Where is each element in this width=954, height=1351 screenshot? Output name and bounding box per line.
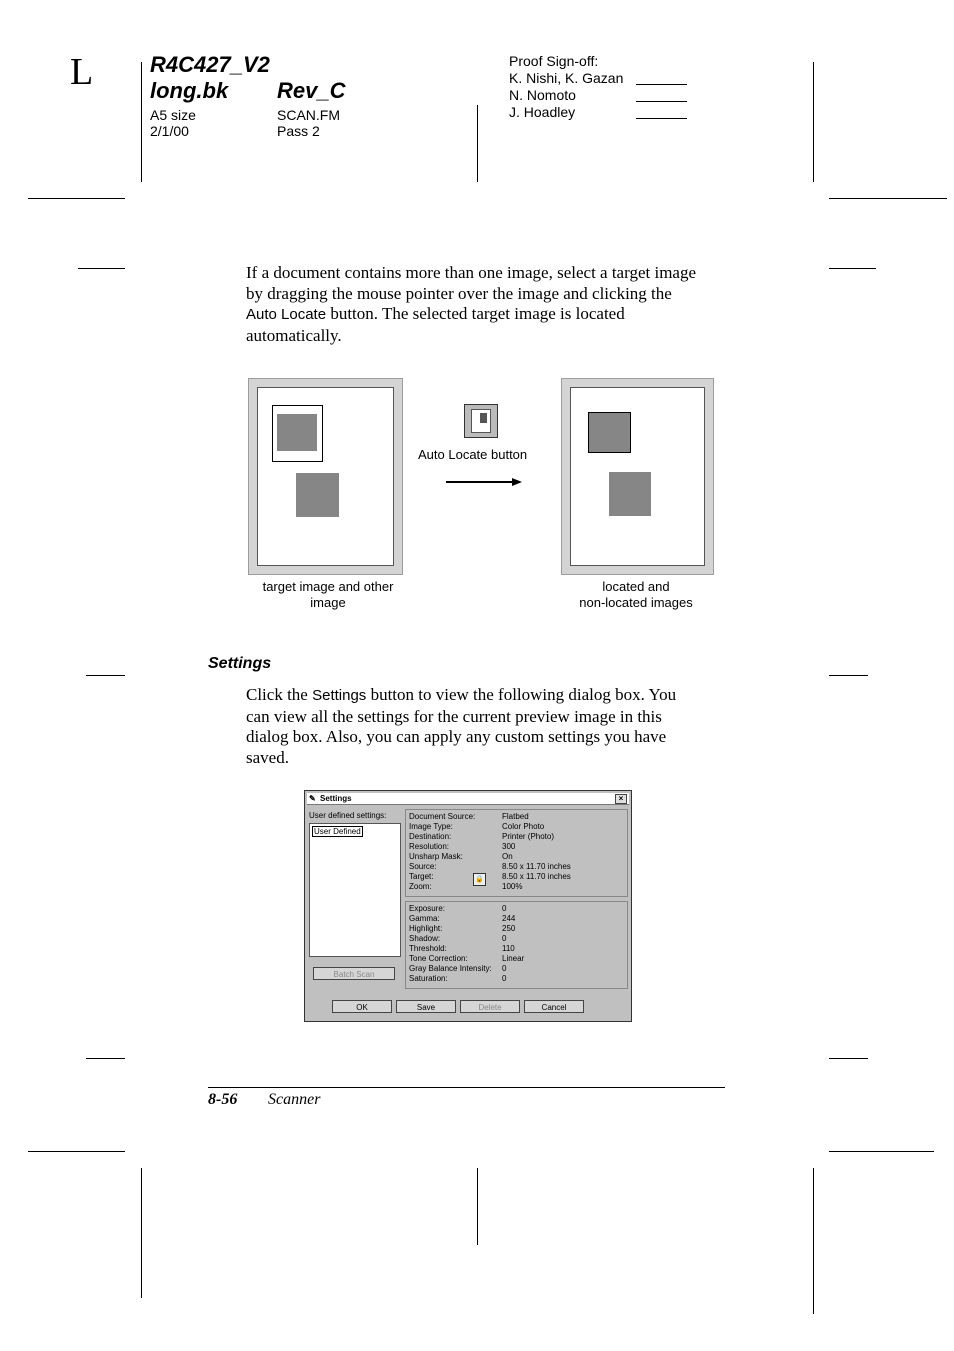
info-row: Threshold: 110 <box>409 944 515 953</box>
text-line: saved. <box>246 747 289 767</box>
page-size: A5 size <box>150 107 196 123</box>
crop-mark <box>141 62 142 182</box>
date: 2/1/00 <box>150 123 189 139</box>
info-row: Saturation: 0 <box>409 974 507 983</box>
info-panel-top <box>405 809 628 897</box>
crop-mark <box>28 1151 125 1152</box>
non-located-image <box>609 472 651 516</box>
crop-mark <box>78 268 125 269</box>
text-line: by dragging the mouse pointer over the image and clicking the <box>246 283 672 303</box>
pass: Pass 2 <box>277 123 320 139</box>
other-image <box>296 473 339 517</box>
info-row: Zoom: 100% <box>409 882 523 891</box>
footer-rule <box>208 1087 725 1088</box>
settings-heading: Settings <box>208 655 272 672</box>
text-line: can view all the settings for the current preview image in this <box>246 706 662 726</box>
caption-left: target image and other image <box>262 579 394 610</box>
revision: Rev_C <box>277 78 346 103</box>
crop-mark <box>86 1058 125 1059</box>
text-line: If a document contains more than one image, select a target image <box>246 263 697 282</box>
info-row: Gamma: 244 <box>409 914 516 923</box>
dialog-titlebar <box>307 793 629 805</box>
crop-mark <box>829 198 947 199</box>
auto-locate-label: Auto Locate button <box>418 447 528 462</box>
info-row: Resolution: 300 <box>409 842 516 851</box>
text-line: dialog box. Also, you can apply any custom settings you have <box>246 727 667 746</box>
crop-mark <box>829 1151 934 1152</box>
crop-mark <box>141 1168 142 1298</box>
info-row: Document Source: Flatbed <box>409 812 529 821</box>
caption-right: located and non-located images <box>579 579 693 610</box>
info-row: Highlight: 250 <box>409 924 516 933</box>
crop-mark <box>829 675 868 676</box>
info-row: Tone Correction: Linear <box>409 954 525 963</box>
close-icon[interactable]: × <box>615 794 627 804</box>
dialog-title: Settings <box>320 794 352 803</box>
info-row: Gray Balance Intensity: 0 <box>409 964 507 973</box>
crop-mark <box>829 268 876 269</box>
file-name: SCAN.FM <box>277 107 340 123</box>
text-line: automatically. <box>246 325 342 345</box>
located-image <box>588 412 631 453</box>
crop-mark <box>813 62 814 182</box>
ok-button[interactable]: OK <box>332 1000 392 1013</box>
auto-locate-icon <box>464 404 498 438</box>
batch-scan-button[interactable]: Batch Scan <box>313 967 395 980</box>
cancel-button[interactable]: Cancel <box>524 1000 584 1013</box>
doc-id: R4C427_V2 <box>150 52 270 77</box>
signature-line <box>636 118 687 119</box>
proof-name: J. Hoadley <box>509 104 576 120</box>
info-row: Destination: Printer (Photo) <box>409 832 555 841</box>
chapter-name: Scanner <box>268 1091 321 1108</box>
save-button[interactable]: Save <box>396 1000 456 1013</box>
page-number: 8-56 <box>208 1091 238 1108</box>
info-row: Shadow: 0 <box>409 934 507 943</box>
info-panel-bottom <box>405 901 628 989</box>
text-line: Auto Locate button. The selected target image is located <box>246 304 625 323</box>
settings-term: Settings <box>312 687 367 704</box>
info-row: Exposure: 0 <box>409 904 507 913</box>
intro-paragraph <box>246 263 736 346</box>
info-row: Target: 8.50 x 11.70 inches <box>409 872 571 881</box>
proof-title: Proof Sign-off: <box>509 53 599 69</box>
user-settings-label: User defined settings: <box>309 811 387 820</box>
book-name: long.bk <box>150 78 229 103</box>
delete-button[interactable]: Delete <box>460 1000 520 1013</box>
settings-dialog <box>304 790 632 1022</box>
info-row: Image Type: Color Photo <box>409 822 545 831</box>
crop-mark <box>477 105 478 182</box>
crop-mark <box>86 675 125 676</box>
crop-mark <box>829 1058 868 1059</box>
list-item[interactable]: User Defined <box>314 827 361 836</box>
crop-mark <box>28 198 125 199</box>
info-row: Unsharp Mask: On <box>409 852 513 861</box>
lock-icon[interactable]: 🔒 <box>473 873 486 886</box>
text-line: Click the Settings button to view the following dialog box. You <box>246 685 677 704</box>
target-image <box>277 414 317 451</box>
settings-app-icon: ✎ <box>309 794 316 803</box>
auto-locate-term: Auto Locate <box>246 306 327 323</box>
right-arrow-icon <box>444 476 524 488</box>
crop-mark <box>477 1168 478 1245</box>
info-row: Source: 8.50 x 11.70 inches <box>409 862 571 871</box>
corner-letter: L <box>70 51 94 93</box>
crop-mark <box>813 1168 814 1314</box>
signature-line <box>636 84 687 85</box>
signature-line <box>636 101 687 102</box>
proof-name: N. Nomoto <box>509 87 576 103</box>
proof-name: K. Nishi, K. Gazan <box>509 70 624 86</box>
settings-paragraph <box>246 685 736 768</box>
user-settings-list[interactable] <box>309 823 401 957</box>
